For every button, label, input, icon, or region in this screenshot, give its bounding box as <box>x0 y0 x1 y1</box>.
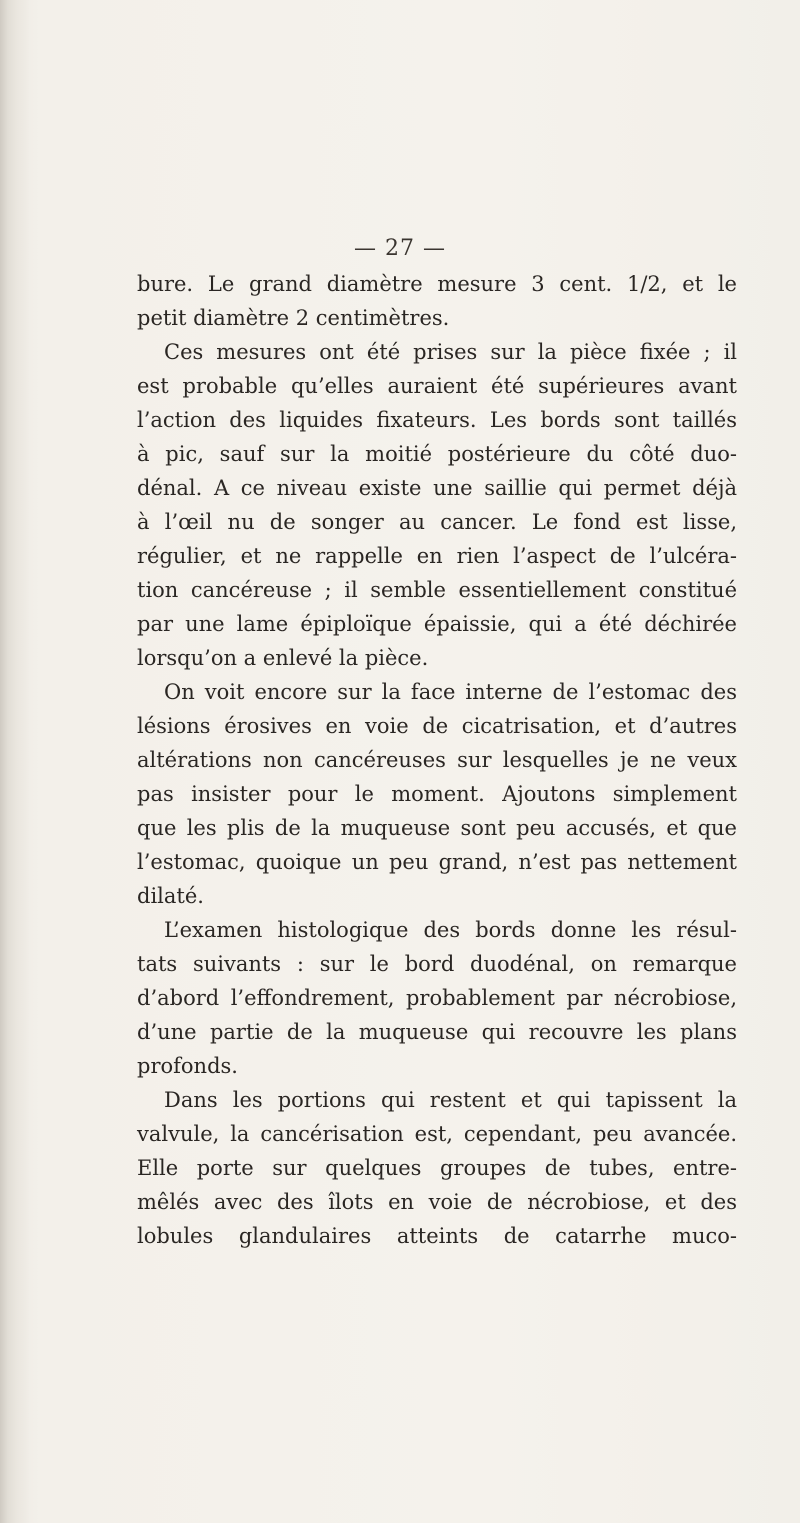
text-line: à l’œil nu de songer au cancer. Le fond est lisse, <box>137 510 737 534</box>
text-line: lésions érosives en voie de cicatrisation, et d’autres <box>137 714 737 738</box>
text-line: altérations non cancéreuses sur lesquelles je ne veux <box>137 748 737 772</box>
page-number: — 27 — <box>354 236 446 261</box>
text-line: valvule, la cancérisation est, cependant, peu avancée. <box>137 1122 737 1146</box>
text-line: lobules glandulaires atteints de catarrhe muco- <box>137 1224 737 1248</box>
text-line: l’action des liquides fixateurs. Les bords sont taillés <box>137 408 737 432</box>
text-line: L’examen histologique des bords donne les résul- <box>164 918 737 942</box>
text-line: lorsqu’on a enlevé la pièce. <box>137 646 429 670</box>
text-line: dénal. A ce niveau existe une saillie qui permet déjà <box>137 476 737 500</box>
text-line: dilaté. <box>137 884 204 908</box>
text-line: par une lame épiploïque épaissie, qui a été déchirée <box>137 612 737 636</box>
text-line: l’estomac, quoique un peu grand, n’est pas nettement <box>137 850 737 874</box>
text-line: que les plis de la muqueuse sont peu accusés, et que <box>137 816 737 840</box>
text-line: mêlés avec des îlots en voie de nécrobiose, et des <box>137 1190 737 1214</box>
text-line: petit diamètre 2 centimètres. <box>137 306 450 330</box>
text-line: profonds. <box>137 1054 238 1078</box>
text-line: régulier, et ne rappelle en rien l’aspect de l’ulcéra- <box>137 544 737 568</box>
text-line: pas insister pour le moment. Ajoutons simplement <box>137 782 737 806</box>
text-line: On voit encore sur la face interne de l’estomac des <box>164 680 737 704</box>
text-line: bure. Le grand diamètre mesure 3 cent. 1/2, et le <box>137 272 737 296</box>
text-line: est probable qu’elles auraient été supérieures avant <box>137 374 737 398</box>
text-line: d’abord l’effondrement, probablement par nécrobiose, <box>137 986 737 1010</box>
text-line: tion cancéreuse ; il semble essentiellement constitué <box>137 578 737 602</box>
text-line: à pic, sauf sur la moitié postérieure du côté duo- <box>137 442 737 466</box>
binding-edge <box>0 0 30 1523</box>
text-line: Elle porte sur quelques groupes de tubes, entre- <box>137 1156 737 1180</box>
text-line: d’une partie de la muqueuse qui recouvre les plans <box>137 1020 737 1044</box>
text-line: Ces mesures ont été prises sur la pièce fixée ; il <box>164 340 737 364</box>
text-line: tats suivants : sur le bord duodénal, on remarque <box>137 952 737 976</box>
text-line: Dans les portions qui restent et qui tapissent la <box>164 1088 737 1112</box>
